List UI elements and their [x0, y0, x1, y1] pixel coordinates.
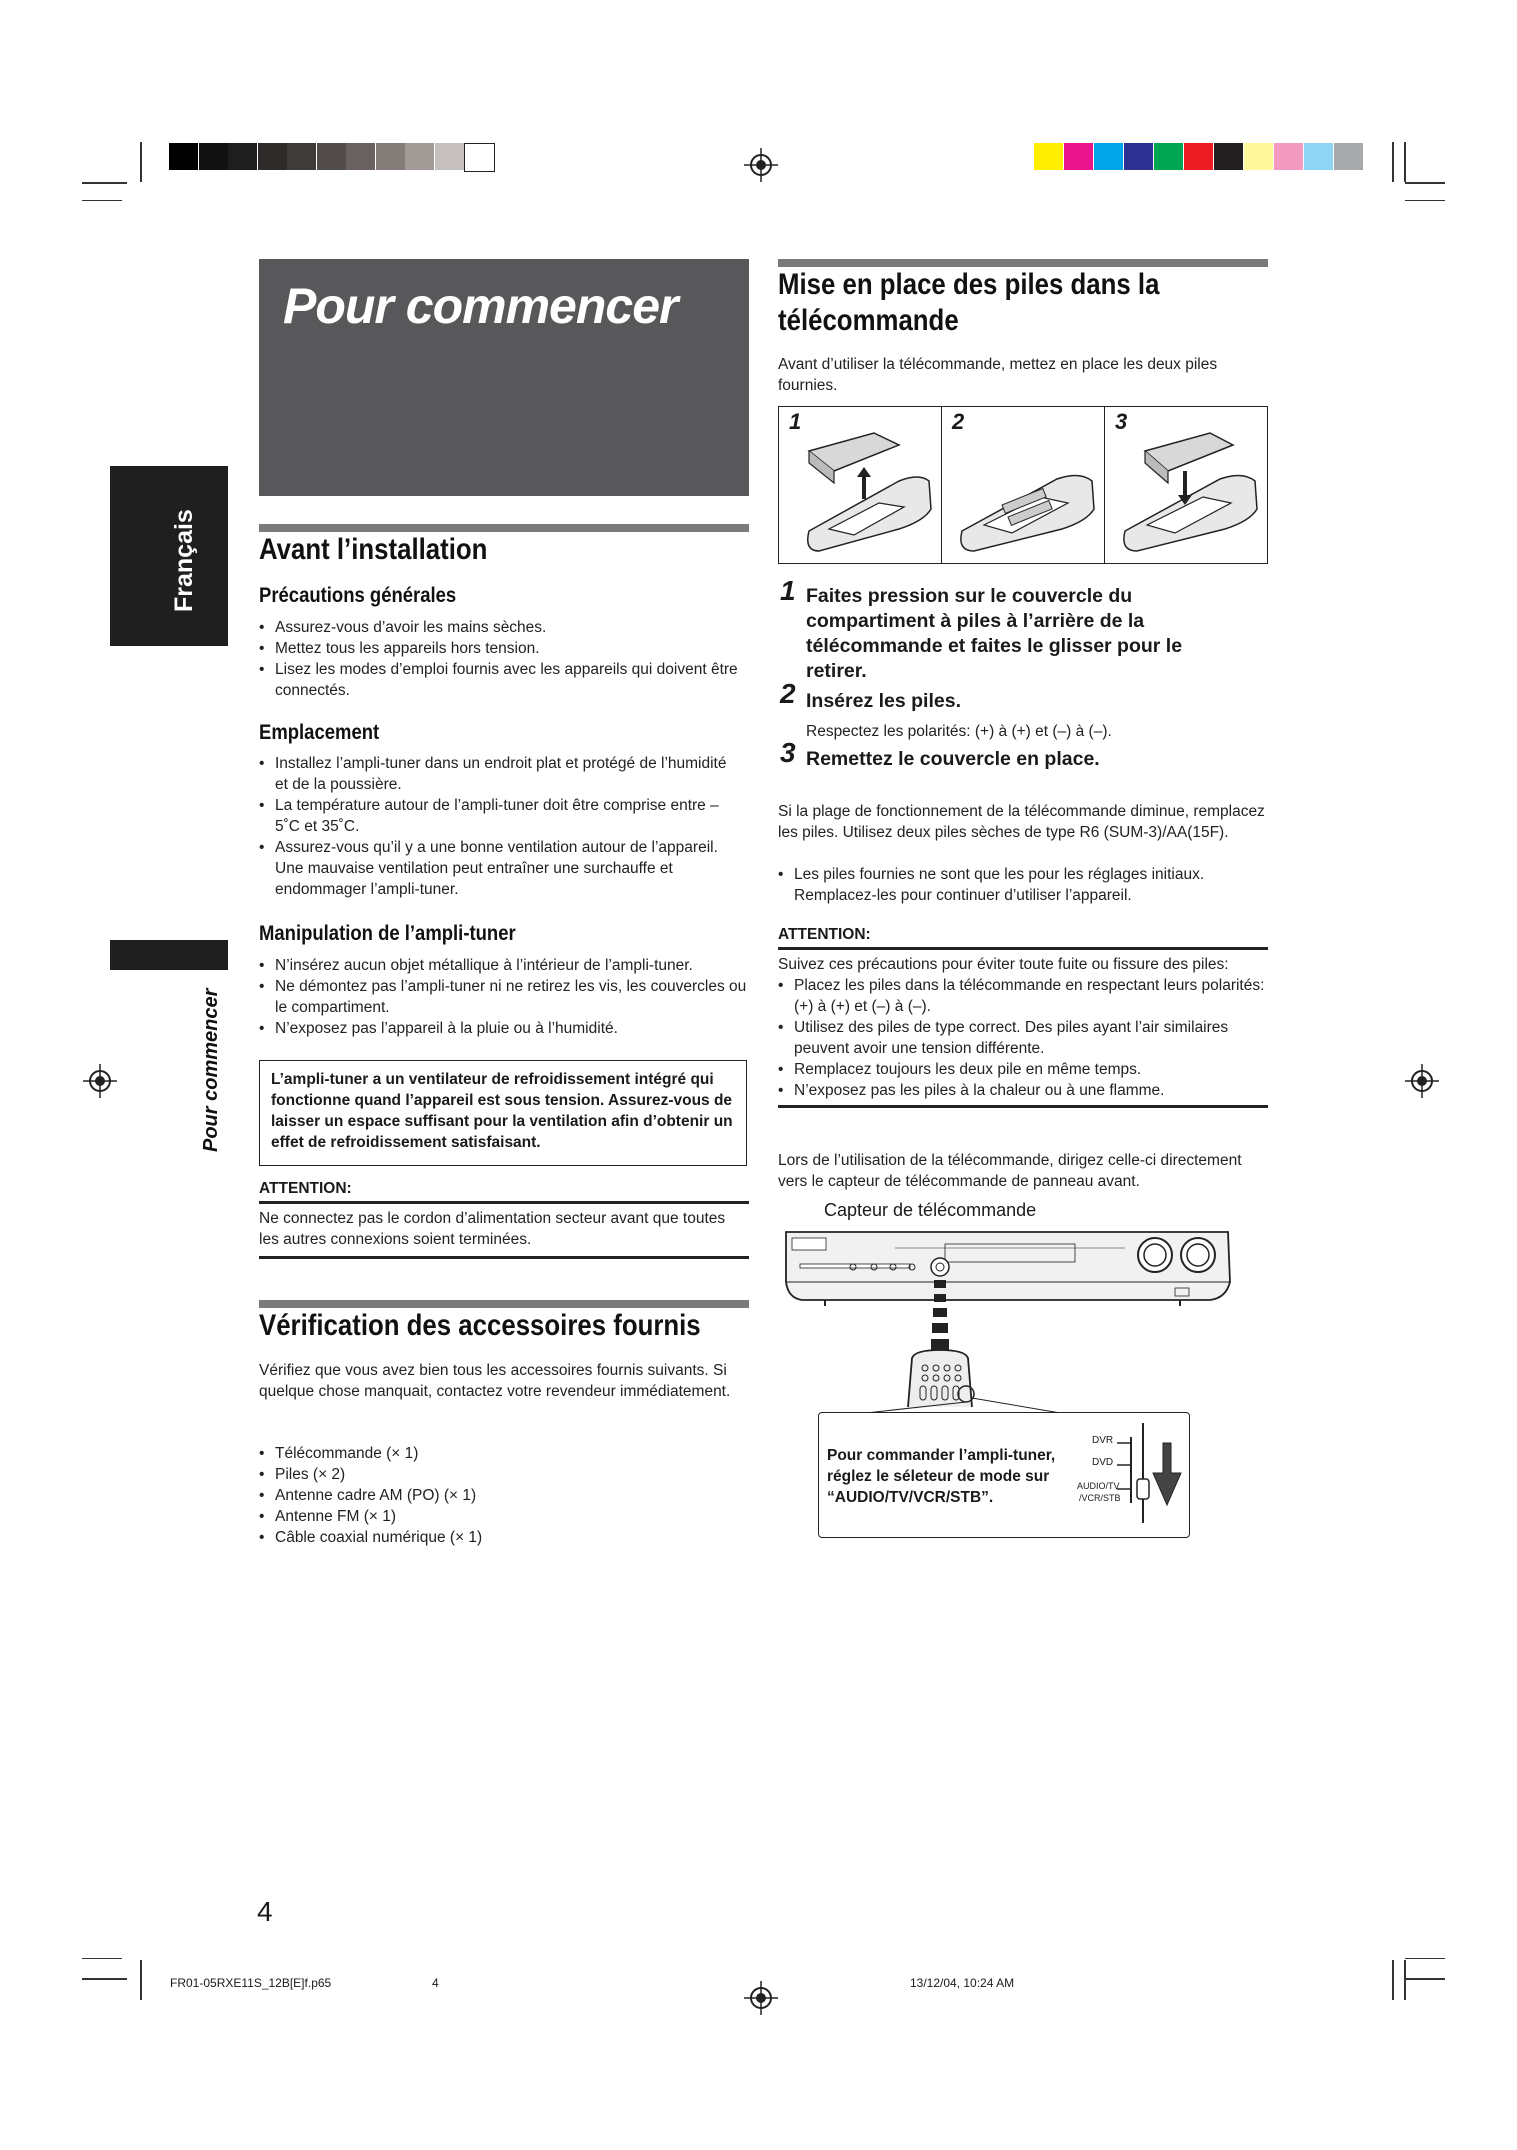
- list-item: • N’exposez pas les piles à la chaleur ou à une flamme.: [778, 1080, 1268, 1101]
- sensor-label: Capteur de télécommande: [824, 1200, 1037, 1220]
- list-item: • Mettez tous les appareils hors tension.: [259, 638, 749, 659]
- page-number: 4: [257, 1896, 273, 1927]
- remote-cover-removal-illustration: [779, 411, 939, 561]
- step-number: 2: [780, 678, 796, 709]
- panel-number: 2: [952, 409, 965, 434]
- section-rule: [778, 259, 1268, 267]
- insert-batteries-illustration: [942, 411, 1102, 561]
- precautions-heading: Précautions générales: [259, 584, 457, 607]
- section-rule: [259, 1300, 749, 1308]
- gray-swatch: [258, 143, 287, 170]
- list-item: • Antenne cadre AM (PO) (× 1): [259, 1485, 749, 1506]
- step-text: Insérez les piles.: [806, 690, 962, 712]
- illustration-panel-2: [941, 406, 1105, 564]
- language-tab: [110, 466, 228, 646]
- list-item: • Les piles fournies ne sont que les pour les réglages initiaux. Remplacez-les pour continuer d’utiliser l’appareil.: [778, 864, 1268, 906]
- switch-label-audio-tv: AUDIO/TV: [1077, 1481, 1120, 1491]
- attention-text: Ne connectez pas le cordon d’alimentation secteur avant que toutes les autres connexions soient terminées.: [259, 1210, 726, 1248]
- piles-heading-line2: télécommande: [778, 304, 959, 337]
- list-item: • Ne démontez pas l’ampli-tuner ni ne retirez les vis, les couvercles ou le compartiment.: [259, 976, 749, 1018]
- precautions-list: [259, 617, 749, 701]
- color-swatch: [1064, 143, 1093, 170]
- attention-label: ATTENTION:: [778, 926, 871, 943]
- page-title-block: [259, 259, 749, 496]
- footer-date: 13/12/04, 10:24 AM: [910, 1976, 1015, 1990]
- registration-mark-icon: [1405, 1064, 1439, 1098]
- switch-label-dvr: DVR: [1092, 1435, 1114, 1446]
- gray-swatch: [405, 143, 434, 170]
- page-title: Pour commencer: [283, 278, 678, 334]
- step-number: 1: [780, 575, 796, 606]
- list-item: • Câble coaxial numérique (× 1): [259, 1527, 749, 1548]
- mode-selector-callout: [818, 1412, 1190, 1538]
- divider: [259, 1201, 749, 1204]
- attention-list: [778, 975, 1268, 1101]
- list-item: • Utilisez des piles de type correct. Des piles ayant l’air similaires peuvent avoir une tension différente.: [778, 1017, 1268, 1059]
- list-item: • Installez l’ampli-tuner dans un endroit plat et protégé de l’humidité et de la poussière.: [259, 753, 739, 795]
- list-item: • Lisez les modes d’emploi fournis avec les appareils qui doivent être connectés.: [259, 659, 749, 701]
- footer-page: 4: [432, 1976, 439, 1990]
- avant-heading: Avant l’installation: [259, 533, 488, 566]
- registration-mark-icon: [83, 1064, 117, 1098]
- gray-swatch: [464, 143, 495, 172]
- piles-intro: Avant d’utiliser la télécommande, mettez en place les deux piles fournies.: [778, 356, 1218, 394]
- divider: [778, 947, 1268, 950]
- section-label: Pour commencer: [200, 988, 222, 1152]
- footer-file: FR01-05RXE11S_12B[E]f.p65: [170, 1976, 332, 1990]
- divider: [778, 1105, 1268, 1108]
- section-rule: [259, 524, 749, 532]
- panel-number: 3: [1115, 409, 1128, 434]
- accessories-list: [259, 1443, 749, 1548]
- step-text: Faites pression sur le couvercle du compartiment à piles à l’arrière de la télécommande et faites le glisser pour le retirer.: [806, 585, 1183, 682]
- gray-swatch: [346, 143, 375, 170]
- list-item: • Antenne FM (× 1): [259, 1506, 749, 1527]
- divider: [259, 1256, 749, 1259]
- piles-heading-line1: Mise en place des piles dans la: [778, 268, 1160, 301]
- list-item: • Piles (× 2): [259, 1464, 749, 1485]
- color-swatch: [1034, 143, 1063, 170]
- registration-mark-icon: [744, 148, 778, 182]
- list-item: • Remplacez toujours les deux pile en même temps.: [778, 1059, 1268, 1080]
- switch-label-dvd: DVD: [1092, 1457, 1114, 1468]
- attention-label: ATTENTION:: [259, 1180, 352, 1197]
- range-list: [778, 864, 1268, 906]
- verification-heading: Vérification des accessoires fournis: [259, 1309, 701, 1342]
- range-text: Si la plage de fonctionnement de la télécommande diminue, remplacez les piles. Utilisez deux piles sèches de type R6 (SUM-3)/AA(15F).: [778, 803, 1265, 841]
- step-number: 3: [780, 737, 796, 768]
- panel-number: 1: [789, 409, 802, 434]
- switch-label-vcr-stb: /VCR/STB: [1079, 1493, 1121, 1503]
- verification-intro: Vérifiez que vous avez bien tous les accessoires fournis suivants. Si quelque chose manquait, contactez votre revendeur immédiatement.: [259, 1362, 731, 1400]
- list-item: • Assurez-vous qu’il y a une bonne ventilation autour de l’appareil. Une mauvaise ventilation peut entraîner une surchauffe et endommager l’ampli-tuner.: [259, 837, 739, 900]
- replace-cover-illustration: [1105, 411, 1265, 561]
- list-item: • N’exposez pas l’appareil à la pluie ou à l’humidité.: [259, 1018, 749, 1039]
- color-swatch: [1094, 143, 1123, 170]
- step-subtext: Respectez les polarités: (+) à (+) et (–) à (–).: [806, 723, 1112, 740]
- color-swatch: [1334, 143, 1363, 170]
- color-swatch: [1124, 143, 1153, 170]
- section-tab: [110, 940, 228, 970]
- gray-swatch: [199, 143, 228, 170]
- list-item: • Télécommande (× 1): [259, 1443, 749, 1464]
- emplacement-heading: Emplacement: [259, 721, 380, 744]
- list-item: • Assurez-vous d’avoir les mains sèches.: [259, 617, 749, 638]
- language-label: Français: [170, 509, 198, 612]
- gray-swatch: [376, 143, 405, 170]
- list-item: • Placez les piles dans la télécommande en respectant leurs polarités: (+) à (+) et (–) à (–).: [778, 975, 1268, 1017]
- color-swatch: [1244, 143, 1273, 170]
- gray-swatch: [228, 143, 257, 170]
- mode-switch-icon: [1111, 1413, 1191, 1533]
- gray-swatch: [435, 143, 464, 170]
- list-item: • La température autour de l’ampli-tuner doit être comprise entre –5˚C et 35˚C.: [259, 795, 739, 837]
- color-swatch: [1154, 143, 1183, 170]
- manipulation-heading: Manipulation de l’ampli-tuner: [259, 922, 516, 945]
- color-swatch: [1274, 143, 1303, 170]
- color-swatch: [1214, 143, 1243, 170]
- ventilation-note: [259, 1060, 747, 1166]
- attention-intro: Suivez ces précautions pour éviter toute fuite ou fissure des piles:: [778, 956, 1229, 973]
- emplacement-list: [259, 753, 739, 900]
- illustration-panel-1: [778, 406, 942, 564]
- list-item: • N’insérez aucun objet métallique à l’intérieur de l’ampli-tuner.: [259, 955, 749, 976]
- registration-mark-icon: [744, 1981, 778, 2015]
- remote-text: Lors de l’utilisation de la télécommande, dirigez celle-ci directement vers le capteur de télécommande de panneau avant.: [778, 1152, 1242, 1190]
- gray-swatch: [169, 143, 198, 170]
- step-text: Remettez le couvercle en place.: [806, 748, 1100, 770]
- ventilation-note-text: L’ampli-tuner a un ventilateur de refroidissement intégré qui fonctionne quand l’appareil est sous tension. Assurez-vous de laisser un espace suffisant pour la ventilation afin d’obtenir un effet de refroidissement satisfaisant.: [271, 1071, 733, 1151]
- manipulation-list: [259, 955, 749, 1039]
- callout-text: Pour commander l’ampli-tuner, réglez le séleteur de mode sur “AUDIO/TV/VCR/STB”.: [827, 1447, 1056, 1506]
- color-swatch: [1304, 143, 1333, 170]
- gray-swatch: [287, 143, 316, 170]
- color-swatch: [1184, 143, 1213, 170]
- gray-swatch: [317, 143, 346, 170]
- illustration-panel-3: [1104, 406, 1268, 564]
